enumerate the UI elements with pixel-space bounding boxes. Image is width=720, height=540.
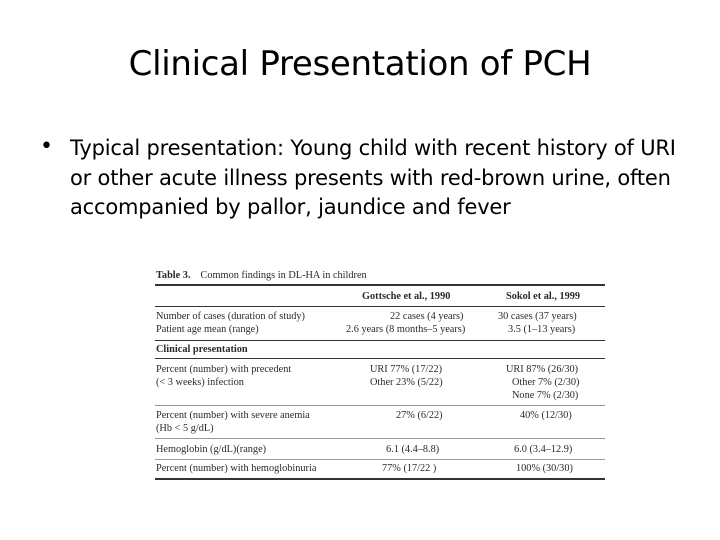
cell-sokol-anemia: 40% (12/30) xyxy=(520,410,572,421)
cell-sokol-uri: URI 87% (26/30) xyxy=(506,364,579,375)
row-label-age: Patient age mean (range) xyxy=(156,324,259,335)
col-header-gottsche: Gottsche et al., 1990 xyxy=(362,291,451,302)
table-rule-bottom xyxy=(155,478,605,480)
findings-table xyxy=(150,268,608,488)
cell-gottsche-anemia: 27% (6/22) xyxy=(396,410,443,421)
cell-gottsche-hemoglobin: 6.1 (4.4–8.8) xyxy=(386,444,440,455)
bullet-marker: • xyxy=(40,134,53,159)
bullet-item xyxy=(40,134,700,223)
table-label: Table 3. xyxy=(156,270,191,281)
cell-gottsche-hemoglobinuria: 77% (17/22 ) xyxy=(382,463,437,474)
table-rule-row xyxy=(155,405,605,406)
table-rule-row xyxy=(155,438,605,439)
table-rule-section-bottom xyxy=(155,358,605,359)
row-label-infection-2: (< 3 weeks) infection xyxy=(156,377,244,388)
row-label-infection-1: Percent (number) with precedent xyxy=(156,364,292,375)
section-clinical-presentation: Clinical presentation xyxy=(156,344,248,355)
cell-sokol-other: Other 7% (2/30) xyxy=(512,377,580,388)
table-caption-text: Common findings in DL-HA in children xyxy=(200,270,367,281)
row-label-anemia-2: (Hb < 5 g/dL) xyxy=(156,423,214,434)
table-rule-row xyxy=(155,459,605,460)
cell-sokol-none: None 7% (2/30) xyxy=(512,390,579,401)
cell-sokol-hemoglobinuria: 100% (30/30) xyxy=(516,463,573,474)
cell-gottsche-uri: URI 77% (17/22) xyxy=(370,364,443,375)
table-rule-top xyxy=(155,284,605,286)
row-label-anemia-1: Percent (number) with severe anemia xyxy=(156,410,310,421)
bullet-text: Typical presentation: Young child with recent history of URI or other acute illness presents with red-brown urine, often accompanied by pallor, jaundice and fever xyxy=(70,136,676,219)
table-caption xyxy=(156,270,367,281)
cell-gottsche-other: Other 23% (5/22) xyxy=(370,377,443,388)
table-rule-section-top xyxy=(155,340,605,341)
row-label-cases: Number of cases (duration of study) xyxy=(156,311,305,322)
row-label-hemoglobinuria: Percent (number) with hemoglobinuria xyxy=(156,463,317,474)
col-header-sokol: Sokol et al., 1999 xyxy=(506,291,581,302)
cell-gottsche-age: 2.6 years (8 months–5 years) xyxy=(346,324,466,335)
cell-sokol-cases: 30 cases (37 years) xyxy=(498,311,577,322)
cell-gottsche-cases: 22 cases (4 years) xyxy=(390,311,464,322)
row-label-hemoglobin: Hemoglobin (g/dL)(range) xyxy=(156,444,267,455)
slide-title: Clinical Presentation of PCH xyxy=(128,44,592,84)
table-rule-header xyxy=(155,306,605,307)
cell-sokol-age: 3.5 (1–13 years) xyxy=(508,324,576,335)
cell-sokol-hemoglobin: 6.0 (3.4–12.9) xyxy=(514,444,573,455)
